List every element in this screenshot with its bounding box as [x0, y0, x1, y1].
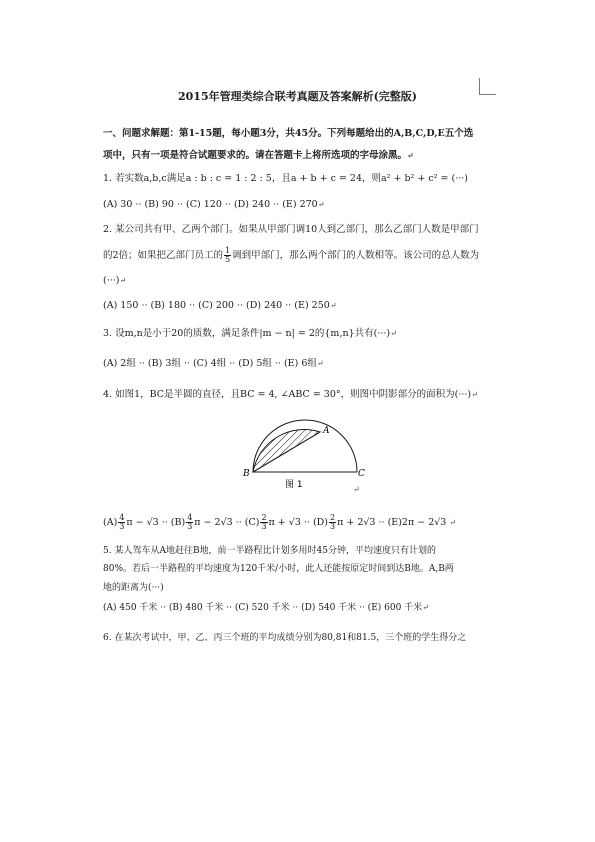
label-b: B [243, 469, 250, 479]
label-c: C [358, 469, 365, 479]
fraction-one-fifth: $\frac{1}{5}$ [225, 246, 231, 264]
question-6-stem: 6. 在某次考试中，甲、乙、丙三个班的平均成绩分别为80,81和81.5，三个班的学生得分之 [103, 633, 467, 643]
figure-paragraph-mark: ↵ [353, 485, 360, 494]
q4-option-c: (C) $\frac{2}{3}$ π + √3 ·· [244, 513, 313, 531]
question-4-options: (A) $\frac{4}{3}$ π − √3 ·· (B) $\frac{4}{3}$ π − 2√3 ·· (C) $\frac{2}{3}$ π + √3 ·· (D) $\frac{2}{3}$ π + 2√3 ·· (E)2π − 2√3 ↵ [103, 513, 457, 531]
question-5-stem-line-3: 地的距离为(···) [103, 583, 164, 593]
section-header-line-2: 项中，只有一项是符合试题要求的。请在答题卡上将所选项的字母涂黑。↵ [103, 150, 414, 161]
question-5-options: (A) 450 千米 ·· (B) 480 千米 ·· (C) 520 千米 ·· (D) 540 千米 ·· (E) 600 千米↵ [103, 603, 429, 613]
question-2-stem-line-3: (···)↵ [103, 275, 127, 286]
q4-option-a: (A) $\frac{4}{3}$ π − √3 ·· [103, 513, 171, 531]
question-1-stem: 1. 若实数a,b,c满足a : b : c = 1 : 2 : 5，且a + b + c = 24，则a² + b² + c² = (···) [103, 173, 468, 184]
q4-option-b: (B) $\frac{4}{3}$ π − 2√3 ·· [170, 513, 245, 531]
question-4-stem: 4. 如图1，BC是半圆的直径，且BC = 4, ∠ABC = 30°，则图中阴影部分的面积为(···)↵ [103, 389, 478, 400]
question-2-stem-line-2: 的2倍；如果把乙部门员工的 $\frac{1}{5}$ 调到甲部门，那么两个部门的人数相等。该公司的总人数为 [103, 246, 480, 264]
semicircle-figure [233, 424, 363, 494]
question-3-stem: 3. 设m,n是小于20的质数，满足条件|m − n| = 2的{m,n}共有(···)↵ [103, 328, 397, 339]
question-5-stem-line-1: 5. 某人驾车从A地赶往B地，前一半路程比计划多用时45分钟，平均速度只有计划的 [103, 546, 437, 556]
q4-option-d: (D) $\frac{2}{3}$ π + 2√3 ·· [312, 513, 388, 531]
question-2-stem-line-1: 2. 某公司共有甲、乙两个部门。如果从甲部门调10人到乙部门，那么乙部门人数是甲部门 [103, 224, 479, 235]
question-1-options: (A) 30 ·· (B) 90 ·· (C) 120 ·· (D) 240 ·· (E) 270↵ [103, 199, 325, 210]
figure-caption: 图 1 [285, 480, 303, 490]
q4-option-e: (E)2π − 2√3 [387, 517, 447, 528]
page-title: 2015年管理类综合联考真题及答案解析(完整版) [177, 90, 418, 103]
question-2-options: (A) 150 ·· (B) 180 ·· (C) 200 ·· (D) 240 ·· (E) 250↵ [103, 300, 337, 311]
question-3-options: (A) 2组 ·· (B) 3组 ·· (C) 4组 ·· (D) 5组 ·· (E) 6组↵ [103, 358, 324, 369]
section-header-line-1: 一、问题求解题：第1-15题，每小题3分，共45分。下列每题给出的A,B,C,D,E五个选 [103, 128, 474, 139]
question-5-stem-line-2: 80%。若后一半路程的平均速度为120千米/小时，此人还能按原定时间到达B地。A,B两 [103, 564, 454, 574]
label-a: A [323, 426, 330, 436]
